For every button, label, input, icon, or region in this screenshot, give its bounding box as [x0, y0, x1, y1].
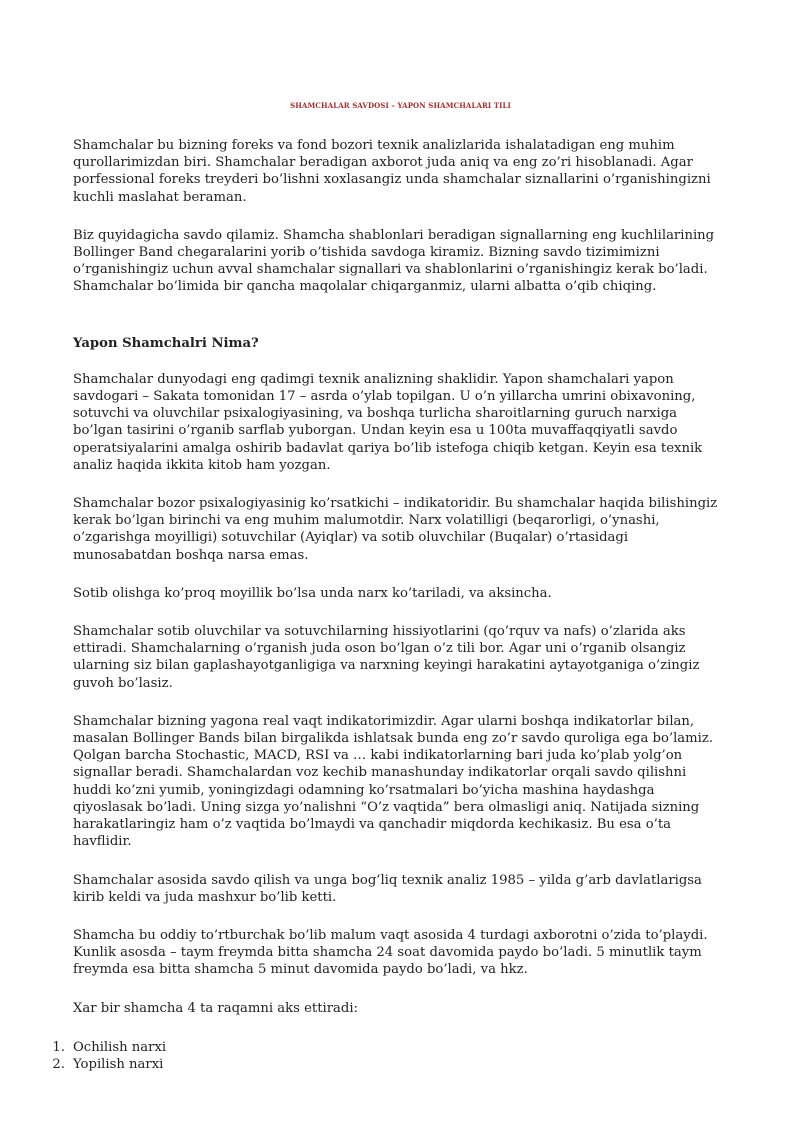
paragraph-timeframe: Shamcha bu oddiy to’rtburchak bo’lib malum vaqt asosida 4 turdagi axborotni o’zida to’playdi. Kunlik asosda – taym freymda bitta shamcha 24 soat davomida paydo bo’ladi. 5 minutlik taym freymda esa bitta shamcha 5 minut davomida paydo bo’ladi, va hkz. [73, 927, 708, 978]
paragraph-demand: Sotib olishga ko’proq moyillik bo’lsa unda narx ko’tariladi, va aksincha. [73, 585, 552, 601]
paragraph-trading-method: Biz quyidagicha savdo qilamiz. Shamcha shablonlari beradigan signallarning eng kuchlilarining Bollinger Band chegaralarini yorib o’tishida savdoga kiramiz. Bizning savdo tizimimizni o’rganishingiz uchun avval shamchalar signallari va shablonlarini o’rganishingiz kerak bo’ladi. Shamchalar bo’limida bir qancha maqolalar chiqarganmiz, ularni albatta o’qib chiqing. [73, 227, 715, 295]
paragraph-history: Shamchalar dunyodagi eng qadimgi texnik analizning shaklidir. Yapon shamchalari yapon savdogari – Sakata tomonidan 17 – asrda o’ylab topilgan. U o’n yillarcha umrini obixavoning, sotuvchi va oluvchilar psixalogiyasining, va boshqa turlicha sharoitlarning guruch narxiga bo’lgan tasirini o’rganib sarflab yuborgan. Undan keyin esa u 100ta muvaffaqqiyatli savdo operatsiyalarini amalga oshirib badavlat qariya bo’lib istefoga chiqib ketgan. Keyin esa texnik analiz haqida ikkita kitob ham yozgan. [73, 371, 703, 473]
list-item-text: Ochilish narxi [73, 1039, 167, 1055]
list-item-text: Yopilish narxi [73, 1056, 164, 1072]
paragraph-1985: Shamchalar asosida savdo qilish va unga bog’liq texnik analiz 1985 – yilda g’arb davlatlarigsa kirib keldi va juda mashxur bo’lib ketti. [73, 872, 702, 905]
section-heading: Yapon Shamchalri Nima? [73, 335, 259, 351]
list-item-number: 2. [52, 1056, 65, 1072]
paragraph-psychology: Shamchalar bozor psixalogiyasinig ko’rsatkichi – indikatoridir. Bu shamchalar haqida bilishingiz kerak bo’lgan birinchi va eng muhim malumotdir. Narx volatilligi (beqarorligi, o’ynashi, o’zgarishga moyilligi) sotuvchilar (Ayiqlar) va sotib oluvchilar (Buqalar) o’rtasidagi munosabatdan boshqa narsa emas. [73, 496, 718, 563]
paragraph-realtime-indicator: Shamchalar bizning yagona real vaqt indikatorimizdir. Agar ularni boshqa indikatorlar bilan, masalan Bollinger Bands bilan birgalikda ishlatsak bunda eng zo’r savdo quroliga ega bo’lamiz. Qolgan barcha Stochastic, MACD, RSI va … kabi indikatorlarning bari juda ko’plab yolg’on signallar beradi. Shamchalardan voz kechib manashunday indikatorlar orqali savdo qilishni huddi ko’zni yumib, yoningizdagi odamning ko’rsatmalari bo’yicha mashina haydashga qiyoslasak bo’ladi. Uning sizga yo’nalishni “O’z vaqtida” bera olmasligi aniq. Natijada sizning harakatlaringiz ham o’z vaqtida bo’lmaydi va qanchadir miqdorda kechikasiz. Bu esa o’ta havflidir. [73, 713, 714, 850]
numbers-list [52, 1039, 728, 1073]
page-header: SHAMCHALAR SAVDOSI – YAPON SHAMCHALARI TILI [290, 101, 511, 110]
paragraph-intro: Shamchalar bu bizning foreks va fond bozori texnik analizlarida ishalatadigan eng muhim qurollarimizdan biri. Shamchalar beradigan axborot juda aniq va eng zo’ri hisoblanadi. Agar porfessional foreks treyderi bo’lishni xoxlasangiz unda shamchalar siznallarini o’rganishingizni kuchli maslahat beraman. [73, 138, 711, 205]
list-item [52, 1056, 728, 1073]
list-item-number: 1. [52, 1039, 65, 1055]
paragraph-emotions: Shamchalar sotib oluvchilar va sotuvchilarning hissiyotlarini (qo’rquv va nafs) o’zlarida aks ettiradi. Shamchalarning o’rganish juda oson bo’lgan o’z tili bor. Agar uni o’rganib olsangiz ularning siz bilan gaplashayotganligiga va narxning keyingi harakatini aytayotganiga o’zingiz guvoh bo’lasiz. [73, 624, 700, 691]
paragraph-four-numbers: Xar bir shamcha 4 ta raqamni aks ettiradi: [73, 1000, 358, 1016]
list-item [52, 1039, 728, 1056]
